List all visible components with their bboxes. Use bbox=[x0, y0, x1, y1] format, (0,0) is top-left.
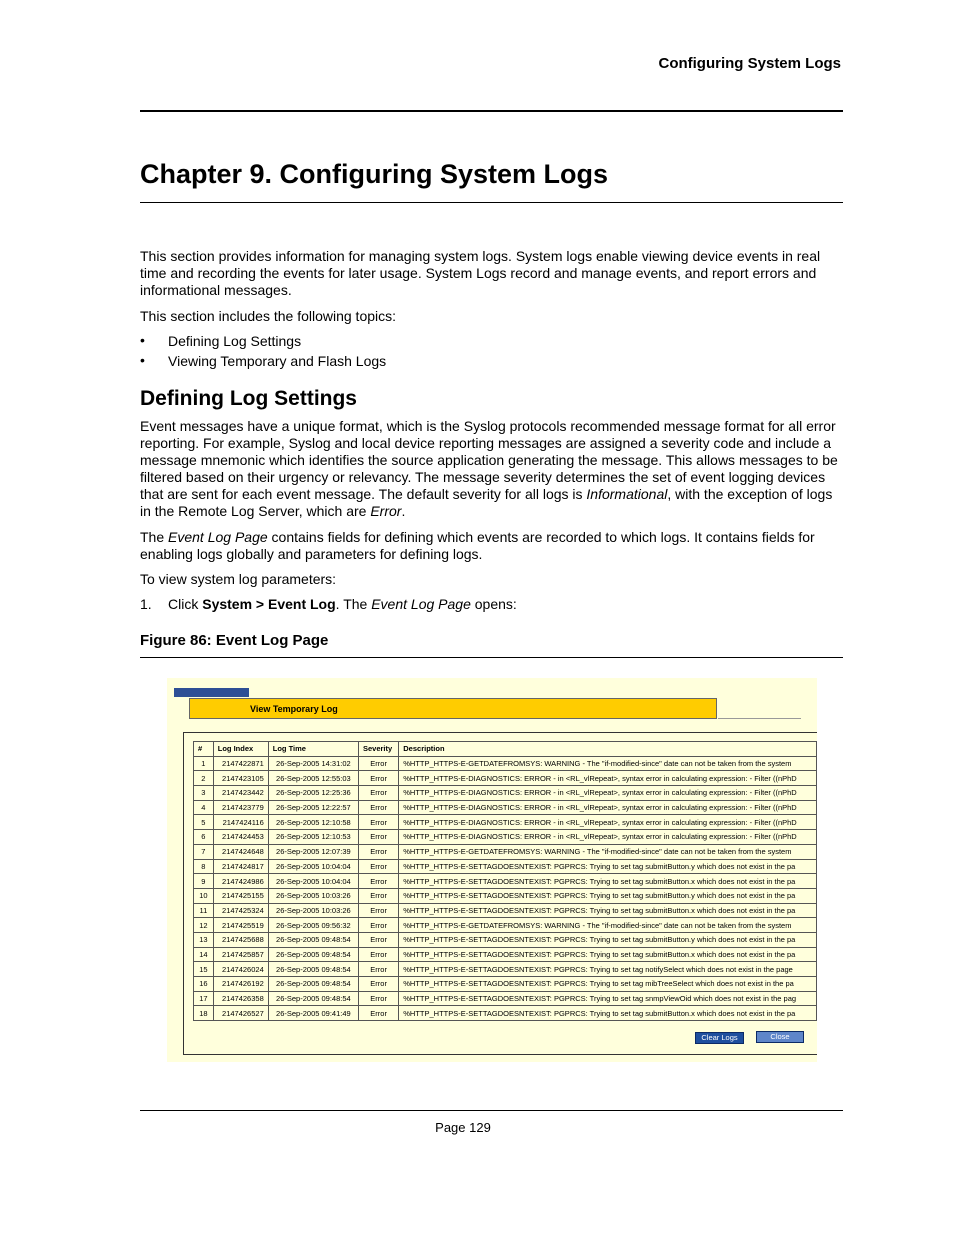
cell-log-index: 2147425324 bbox=[213, 903, 268, 918]
cell-log-index: 2147423442 bbox=[213, 786, 268, 801]
cell-number: 1 bbox=[194, 756, 214, 771]
cell-description: %HTTP_HTTPS-E-DIAGNOSTICS: ERROR - in <RL_vlRepeat>, syntax error in calculating expression: - Filter ((nPhD bbox=[399, 771, 817, 786]
cell-log-index: 2147422871 bbox=[213, 756, 268, 771]
cell-description: %HTTP_HTTPS-E-SETTAGDOESNTEXIST: PGPRCS: Trying to set tag mibTreeSelect which does not exist in the pa bbox=[399, 977, 817, 992]
cell-log-index: 2147426358 bbox=[213, 991, 268, 1006]
cell-log-time: 26-Sep-2005 12:10:58 bbox=[268, 815, 358, 830]
table-row bbox=[194, 830, 817, 845]
cell-severity: Error bbox=[359, 932, 399, 947]
table-row bbox=[194, 1006, 817, 1021]
cell-log-time: 26-Sep-2005 09:48:54 bbox=[268, 947, 358, 962]
title-rule bbox=[140, 202, 843, 203]
cell-number: 5 bbox=[194, 815, 214, 830]
topic-link[interactable]: Viewing Temporary and Flash Logs bbox=[168, 353, 387, 369]
cell-log-index: 2147426527 bbox=[213, 1006, 268, 1021]
section-title: Defining Log Settings bbox=[140, 387, 357, 410]
cell-number: 15 bbox=[194, 962, 214, 977]
table-row bbox=[194, 918, 817, 933]
cell-severity: Error bbox=[359, 962, 399, 977]
text-run: The bbox=[140, 529, 169, 545]
cell-log-time: 26-Sep-2005 09:41:49 bbox=[268, 1006, 358, 1021]
cell-severity: Error bbox=[359, 903, 399, 918]
table-row bbox=[194, 977, 817, 992]
table-row bbox=[194, 771, 817, 786]
table-row bbox=[194, 874, 817, 889]
cell-number: 8 bbox=[194, 859, 214, 874]
table-header-row bbox=[194, 742, 817, 757]
text-run: Click bbox=[168, 596, 203, 612]
banner-divider bbox=[718, 718, 801, 719]
cell-log-index: 2147425519 bbox=[213, 918, 268, 933]
header-rule bbox=[140, 110, 843, 112]
close-button[interactable]: Close bbox=[756, 1031, 804, 1043]
text-run: . The bbox=[335, 596, 372, 612]
caption-rule bbox=[140, 657, 843, 658]
cell-number: 14 bbox=[194, 947, 214, 962]
cell-description: %HTTP_HTTPS-E-SETTAGDOESNTEXIST: PGPRCS: Trying to set tag submitButton.x which does not exist in the pa bbox=[399, 903, 817, 918]
cell-severity: Error bbox=[359, 830, 399, 845]
cell-description: %HTTP_HTTPS-E-DIAGNOSTICS: ERROR - in <RL_vlRepeat>, syntax error in calculating expression: - Filter ((nPhD bbox=[399, 830, 817, 845]
cell-description: %HTTP_HTTPS-E-DIAGNOSTICS: ERROR - in <RL_vlRepeat>, syntax error in calculating expression: - Filter ((nPhD bbox=[399, 786, 817, 801]
cell-severity: Error bbox=[359, 859, 399, 874]
emphasis-text: Event Log Page bbox=[168, 529, 268, 545]
page-number: Page 129 bbox=[435, 1120, 491, 1135]
cell-severity: Error bbox=[359, 874, 399, 889]
cell-number: 12 bbox=[194, 918, 214, 933]
section-paragraph-3: To view system log parameters: bbox=[140, 571, 337, 587]
cell-severity: Error bbox=[359, 947, 399, 962]
cell-log-index: 2147425857 bbox=[213, 947, 268, 962]
table-row bbox=[194, 800, 817, 815]
clear-logs-button[interactable]: Clear Logs bbox=[695, 1032, 744, 1044]
cell-log-time: 26-Sep-2005 12:55:03 bbox=[268, 771, 358, 786]
figure-caption: Figure 86: Event Log Page bbox=[140, 632, 329, 649]
text-run: opens: bbox=[470, 596, 517, 612]
cell-log-time: 26-Sep-2005 12:22:57 bbox=[268, 800, 358, 815]
section-paragraph-2 bbox=[140, 529, 845, 563]
cell-severity: Error bbox=[359, 977, 399, 992]
cell-severity: Error bbox=[359, 756, 399, 771]
cell-number: 7 bbox=[194, 844, 214, 859]
topics-intro: This section includes the following topics: bbox=[140, 308, 397, 324]
cell-severity: Error bbox=[359, 800, 399, 815]
cell-description: %HTTP_HTTPS-E-SETTAGDOESNTEXIST: PGPRCS: Trying to set tag notifySelect which does not exist in the page bbox=[399, 962, 817, 977]
cell-log-index: 2147425688 bbox=[213, 932, 268, 947]
page-banner bbox=[189, 698, 717, 719]
cell-description: %HTTP_HTTPS-E-SETTAGDOESNTEXIST: PGPRCS: Trying to set tag submitButton.y which does not exist in the pa bbox=[399, 859, 817, 874]
cell-severity: Error bbox=[359, 1006, 399, 1021]
cell-description: %HTTP_HTTPS-E-SETTAGDOESNTEXIST: PGPRCS: Trying to set tag submitButton.x which does not exist in the pa bbox=[399, 874, 817, 889]
cell-description: %HTTP_HTTPS-E-DIAGNOSTICS: ERROR - in <RL_vlRepeat>, syntax error in calculating expression: - Filter ((nPhD bbox=[399, 800, 817, 815]
cell-number: 11 bbox=[194, 903, 214, 918]
text-run: Event messages have a unique format, which is the Syslog protocols recommended message format for all error reporting. For example, Syslog and local device reporting messages are assigned a severity code and include a message mnemonic which identifies the source application generating the message. This allows messages to be filtered based on their urgency or relevancy. The message severity determines the set of event logging devices that are sent for each event message. The default severity for all logs is bbox=[140, 418, 838, 502]
cell-number: 3 bbox=[194, 786, 214, 801]
cell-log-index: 2147424453 bbox=[213, 830, 268, 845]
column-header-description: Description bbox=[399, 742, 817, 757]
cell-log-time: 26-Sep-2005 10:03:26 bbox=[268, 903, 358, 918]
cell-description: %HTTP_HTTPS-E-SETTAGDOESNTEXIST: PGPRCS: Trying to set tag submitButton.y which does not exist in the pa bbox=[399, 888, 817, 903]
cell-log-time: 26-Sep-2005 09:48:54 bbox=[268, 977, 358, 992]
menu-path: System > Event Log bbox=[202, 596, 336, 612]
cell-description: %HTTP_HTTPS-E-SETTAGDOESNTEXIST: PGPRCS: Trying to set tag submitButton.x which does not exist in the pa bbox=[399, 947, 817, 962]
table-row bbox=[194, 756, 817, 771]
cell-log-time: 26-Sep-2005 12:07:39 bbox=[268, 844, 358, 859]
text-run: . bbox=[401, 503, 406, 519]
cell-severity: Error bbox=[359, 786, 399, 801]
running-header: Configuring System Logs bbox=[658, 55, 841, 72]
cell-log-time: 26-Sep-2005 12:25:36 bbox=[268, 786, 358, 801]
emphasis-text: Event Log Page bbox=[371, 596, 471, 612]
cell-log-time: 26-Sep-2005 14:31:02 bbox=[268, 756, 358, 771]
cell-severity: Error bbox=[359, 815, 399, 830]
cell-number: 16 bbox=[194, 977, 214, 992]
cell-number: 13 bbox=[194, 932, 214, 947]
topic-link[interactable]: Defining Log Settings bbox=[168, 333, 302, 349]
cell-description: %HTTP_HTTPS-E-SETTAGDOESNTEXIST: PGPRCS: Trying to set tag submitButton.y which does not exist in the pa bbox=[399, 932, 817, 947]
cell-log-index: 2147424116 bbox=[213, 815, 268, 830]
cell-severity: Error bbox=[359, 888, 399, 903]
table-row bbox=[194, 844, 817, 859]
step-text bbox=[168, 596, 517, 612]
text-run: contains fields for defining which events are recorded to which logs. It contains fields for enabling logs globally and parameters for defining logs. bbox=[140, 529, 815, 562]
cell-description: %HTTP_HTTPS-E-SETTAGDOESNTEXIST: PGPRCS: Trying to set tag submitButton.x which does not exist in the pa bbox=[399, 1006, 817, 1021]
cell-log-time: 26-Sep-2005 12:10:53 bbox=[268, 830, 358, 845]
text-run: , with the exception of logs in the Remote Log Server, which are bbox=[140, 486, 833, 519]
cell-log-index: 2147426192 bbox=[213, 977, 268, 992]
cell-severity: Error bbox=[359, 844, 399, 859]
table-row bbox=[194, 962, 817, 977]
event-log-screenshot bbox=[167, 678, 817, 1062]
footer-rule bbox=[140, 1110, 843, 1111]
cell-log-index: 2147426024 bbox=[213, 962, 268, 977]
cell-log-time: 26-Sep-2005 10:04:04 bbox=[268, 859, 358, 874]
column-header-severity: Severity bbox=[359, 742, 399, 757]
cell-log-index: 2147424817 bbox=[213, 859, 268, 874]
cell-severity: Error bbox=[359, 771, 399, 786]
bullet-icon: • bbox=[140, 352, 145, 368]
log-rows bbox=[194, 756, 817, 1020]
cell-log-index: 2147424648 bbox=[213, 844, 268, 859]
cell-log-index: 2147423105 bbox=[213, 771, 268, 786]
cell-severity: Error bbox=[359, 918, 399, 933]
tab-stub bbox=[174, 688, 249, 697]
cell-log-time: 26-Sep-2005 09:56:32 bbox=[268, 918, 358, 933]
intro-paragraph: This section provides information for managing system logs. System logs enable viewing device events in real time and recording the events for later usage. System Logs record and manage events, and report errors and informational messages. bbox=[140, 248, 821, 298]
cell-log-time: 26-Sep-2005 10:04:04 bbox=[268, 874, 358, 889]
table-row bbox=[194, 786, 817, 801]
cell-log-index: 2147423779 bbox=[213, 800, 268, 815]
emphasis-text: Informational bbox=[586, 486, 668, 502]
cell-number: 18 bbox=[194, 1006, 214, 1021]
table-row bbox=[194, 888, 817, 903]
log-table bbox=[193, 741, 817, 1021]
step-number: 1. bbox=[140, 596, 152, 612]
table-row bbox=[194, 859, 817, 874]
table-row bbox=[194, 947, 817, 962]
cell-number: 6 bbox=[194, 830, 214, 845]
banner-title: View Temporary Log bbox=[250, 704, 338, 714]
cell-number: 4 bbox=[194, 800, 214, 815]
cell-number: 2 bbox=[194, 771, 214, 786]
column-header-log-time: Log Time bbox=[268, 742, 358, 757]
table-row bbox=[194, 815, 817, 830]
emphasis-text: Error bbox=[370, 503, 402, 519]
cell-number: 17 bbox=[194, 991, 214, 1006]
column-header-log-index: Log Index bbox=[213, 742, 268, 757]
cell-log-index: 2147425155 bbox=[213, 888, 268, 903]
table-row bbox=[194, 903, 817, 918]
cell-description: %HTTP_HTTPS-E-GETDATEFROMSYS: WARNING - The "if-modified-since" date can not be taken from the system bbox=[399, 844, 817, 859]
section-paragraph-1 bbox=[140, 418, 845, 520]
chapter-title: Chapter 9. Configuring System Logs bbox=[140, 159, 609, 189]
cell-log-time: 26-Sep-2005 09:48:54 bbox=[268, 962, 358, 977]
cell-number: 10 bbox=[194, 888, 214, 903]
column-header-number: # bbox=[194, 742, 214, 757]
table-row bbox=[194, 932, 817, 947]
cell-number: 9 bbox=[194, 874, 214, 889]
cell-severity: Error bbox=[359, 991, 399, 1006]
cell-description: %HTTP_HTTPS-E-SETTAGDOESNTEXIST: PGPRCS: Trying to set tag snmpViewOid which does not exist in the pag bbox=[399, 991, 817, 1006]
table-row bbox=[194, 991, 817, 1006]
cell-log-time: 26-Sep-2005 09:48:54 bbox=[268, 932, 358, 947]
cell-description: %HTTP_HTTPS-E-DIAGNOSTICS: ERROR - in <RL_vlRepeat>, syntax error in calculating expression: - Filter ((nPhD bbox=[399, 815, 817, 830]
cell-description: %HTTP_HTTPS-E-GETDATEFROMSYS: WARNING - The "if-modified-since" date can not be taken from the system bbox=[399, 918, 817, 933]
cell-log-time: 26-Sep-2005 10:03:26 bbox=[268, 888, 358, 903]
cell-log-time: 26-Sep-2005 09:48:54 bbox=[268, 991, 358, 1006]
bullet-icon: • bbox=[140, 332, 145, 348]
cell-description: %HTTP_HTTPS-E-GETDATEFROMSYS: WARNING - The "if-modified-since" date can not be taken from the system bbox=[399, 756, 817, 771]
cell-log-index: 2147424986 bbox=[213, 874, 268, 889]
